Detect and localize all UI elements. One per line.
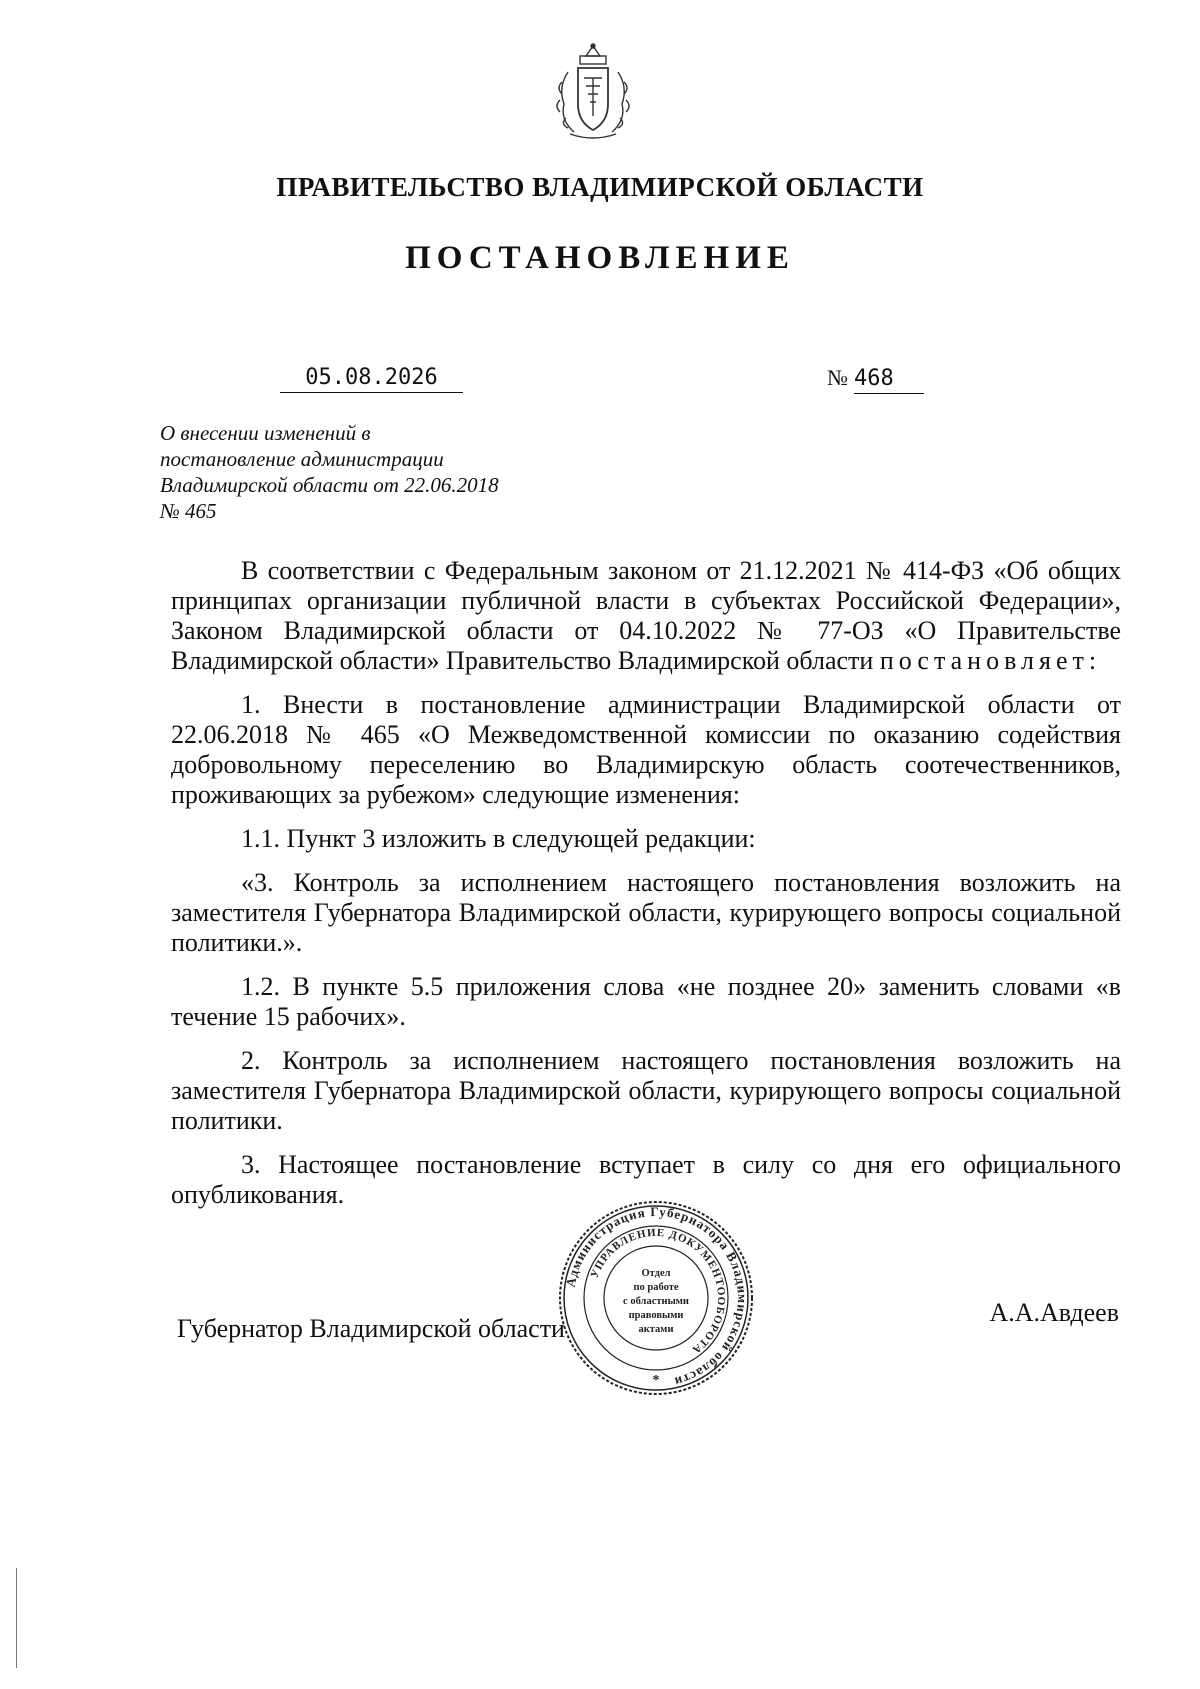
document-body: [171, 556, 1121, 1224]
number-sign: №: [827, 365, 848, 390]
signatory-position: Губернатор Владимирской области: [177, 1314, 565, 1343]
signatory-name: А.А.Авдеев: [989, 1298, 1119, 1327]
document-type-title: ПОСТАНОВЛЕНИЕ: [405, 240, 795, 276]
organization-title: ПРАВИТЕЛЬСТВО ВЛАДИМИРСКОЙ ОБЛАСТИ: [276, 172, 924, 202]
subject-line: О внесении изменений в: [160, 421, 371, 445]
stamp-inner-text: УПРАВЛЕНИЕ ДОКУМЕНТООБОРОТА: [588, 1226, 728, 1357]
preamble-paragraph: [171, 556, 1121, 676]
decree-word: постановляет:: [879, 646, 1102, 675]
document-number-block: [827, 365, 924, 394]
document-number: 468: [854, 366, 924, 394]
subject-line: № 465: [160, 499, 217, 523]
preamble-text: В соответствии с Федеральным законом от 21.12.2021 № 414-ФЗ «Об общих принципах организации публичной власти в субъектах Российской Федерации», Законом Владимирской области от 04.10.2022 № 77-ОЗ «О Правительстве Владимирской области» Правительство Владимирской области: [171, 556, 1121, 675]
item-3: 3. Настоящее постановление вступает в силу со дня его официального опубликования.: [171, 1150, 1121, 1209]
subject-line: постановление администрации: [160, 447, 444, 471]
scan-margin-line: [16, 1568, 17, 1668]
stamp-center-line: правовыми: [628, 1310, 684, 1321]
document-subject: [160, 420, 580, 524]
stamp-center-line: Отдел: [641, 1268, 671, 1279]
item-2: 2. Контроль за исполнением настоящего постановления возложить на заместителя Губернатора Владимирской области, курирующего вопросы социальной политики.: [171, 1046, 1121, 1135]
coat-of-arms-icon: [548, 42, 638, 142]
item-1: 1. Внести в постановление администрации Владимирской области от 22.06.2018 № 465 «О Межведомственной комиссии по оказанию содействия добровольному переселению во Владимирскую область соотечественников, проживающих за рубежом» следующие изменения:: [171, 690, 1121, 809]
item-1-1-quote: «3. Контроль за исполнением настоящего постановления возложить на заместителя Губернатора Владимирской области, курирующего вопросы социальной политики.».: [171, 868, 1121, 957]
document-date: 05.08.2026: [280, 365, 463, 393]
stamp-center-line: актами: [638, 1324, 674, 1335]
stamp-center-line: с областными: [623, 1296, 689, 1307]
stamp-outer-text: Администрация Губернатора Владимирской области: [562, 1203, 751, 1390]
stamp-star: *: [652, 1373, 660, 1388]
official-stamp: [556, 1198, 756, 1398]
item-1-1: 1.1. Пункт 3 изложить в следующей редакции:: [241, 824, 756, 853]
subject-line: Владимирской области от 22.06.2018: [160, 473, 499, 497]
item-1-2: 1.2. В пункте 5.5 приложения слова «не позднее 20» заменить словами «в течение 15 рабочих».: [171, 972, 1121, 1031]
stamp-center-line: по работе: [633, 1282, 679, 1293]
